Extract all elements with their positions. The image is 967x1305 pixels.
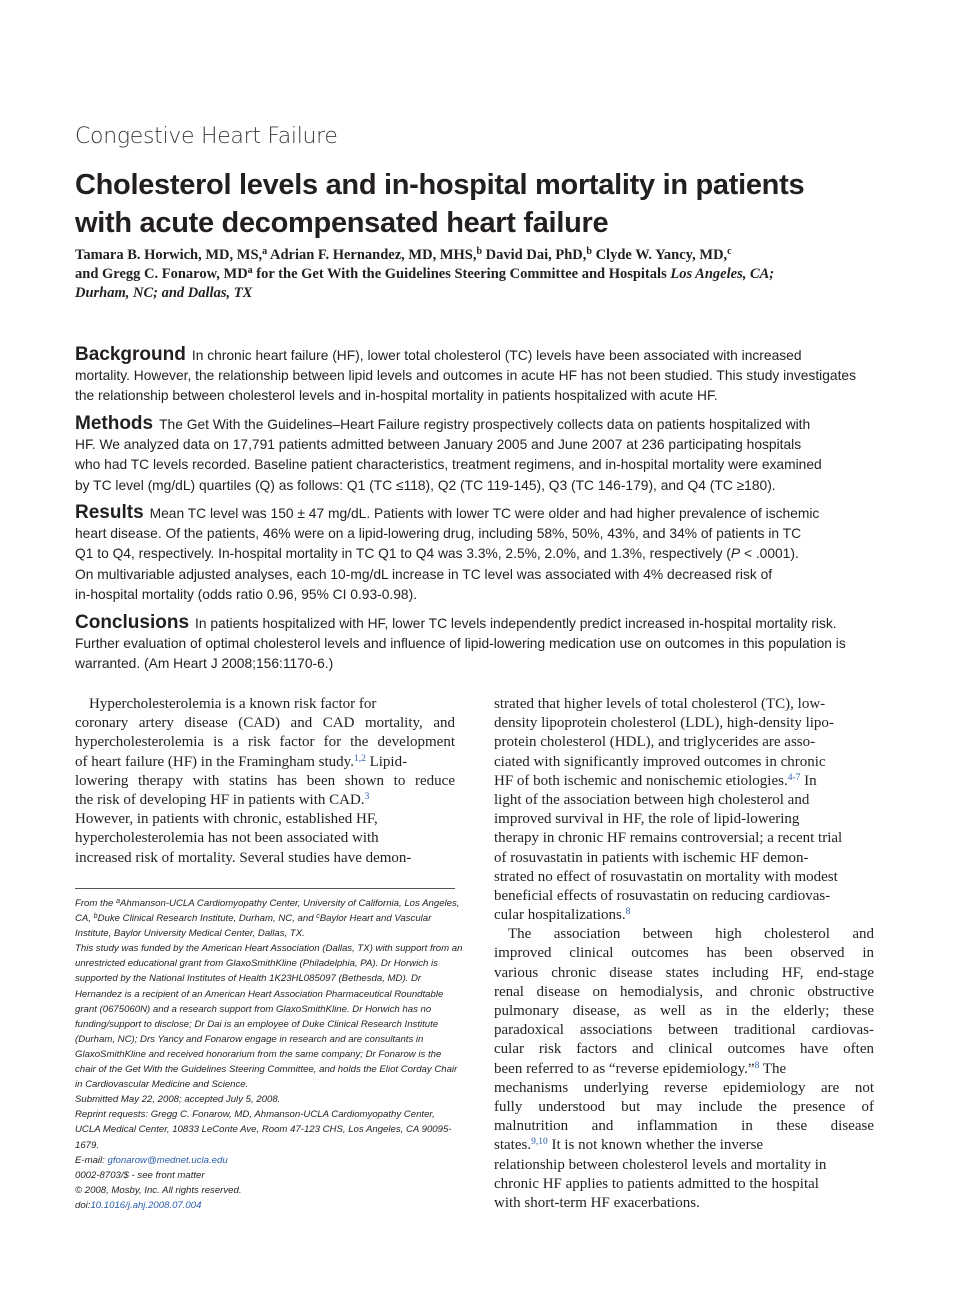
abstract-text: < .0001).	[740, 546, 799, 562]
footnote-line: This study was funded by the American Heart Association (Dallas, TX) with support from an	[75, 943, 463, 955]
affil-mark: a	[116, 898, 120, 905]
body-text: It is not known whether the inverse	[547, 1137, 764, 1154]
title-line-1: Cholesterol levels and in-hospital mortality in patients	[75, 169, 805, 201]
body-line: beneficial effects of rosuvastatin on reducing cardiovas-	[494, 887, 831, 904]
abstract-text: Q1 to Q4, respectively. In-hospital mortality in TC Q1 to Q4 was 3.3%, 2.5%, 2.0%, and 1.3%, respectively (	[75, 546, 731, 562]
abstract-heading-background: Background	[75, 344, 186, 365]
abstract-heading-conclusions: Conclusions	[75, 612, 190, 633]
body-text: been referred to as “reverse epidemiology.”	[494, 1060, 755, 1077]
body-line: protein cholesterol (HDL), and triglycerides are asso-	[494, 734, 816, 751]
abstract-text: the relationship between cholesterol levels and in-hospital mortality in patients hospitalized with acute HF.	[75, 388, 718, 404]
affil-mark: a	[247, 265, 253, 276]
title-line-2: with acute decompensated heart failure	[75, 207, 609, 239]
abstract-text: mortality. However, the relationship between lipid levels and outcomes in acute HF has not been studied. This study investigates	[75, 367, 856, 383]
author-yancy: Clyde W. Yancy, MD,	[595, 247, 728, 263]
body-line: hypercholesterolemia has not been associated with	[75, 830, 379, 847]
email-link[interactable]: gfonarow@mednet.ucla.edu	[107, 1154, 228, 1166]
body-line: relationship between cholesterol levels and mortality in	[494, 1156, 827, 1173]
abstract-text: who had TC levels recorded. Baseline patient characteristics, treatment regimens, and in-hospital mortality were examined	[75, 457, 822, 473]
footnote-line: chair of the Get With the Guidelines Steering Committee, and holds the Eliot Corday Chair	[75, 1064, 458, 1076]
abstract-text: Further evaluation of optimal cholesterol levels and influence of lipid-lowering medication use on outcomes in this population is	[75, 635, 846, 651]
abstract-text: heart disease. Of the patients, 46% were on a lipid-lowering drug, including 58%, 50%, 43%, and 34% of patients in TC	[75, 525, 802, 541]
affil-mark: b	[93, 913, 98, 921]
body-line: mechanisms underlying reverse epidemiology are not	[494, 1079, 874, 1096]
body-line: increased risk of mortality. Several studies have demon-	[75, 849, 412, 866]
abstract-text: The Get With the Guidelines–Heart Failure registry prospectively collects data on patients hospitalized with	[159, 417, 811, 432]
footnote-line: in Cardiovascular Medicine and Science.	[75, 1079, 249, 1091]
footnote-line: Reprint requests: Gregg C. Fonarow, MD, Ahmanson-UCLA Cardiomyopathy Center,	[75, 1109, 435, 1121]
footnote-line: Submitted May 22, 2008; accepted July 5, 2008.	[75, 1094, 281, 1106]
footnote-text: Duke Clinical Research Institute, Durham, NC, and	[97, 913, 317, 925]
article-title	[75, 166, 895, 242]
body-line: various chronic disease states including HF, end-stage	[494, 964, 874, 981]
body-text: In	[800, 772, 817, 789]
body-line: with short-term HF exacerbations.	[494, 1194, 700, 1211]
author-list	[75, 246, 895, 303]
abstract-background	[75, 345, 875, 407]
footnote-line: supported by the National Institutes of Health 1K23HL085097 (Bethesda, MD). Dr	[75, 973, 422, 985]
body-line: fully understood but may include the presence of	[494, 1098, 874, 1115]
author-group: for the Get With the Guidelines Steering Committee and Hospitals	[256, 266, 667, 282]
email-label: E-mail:	[75, 1154, 108, 1166]
abstract-text: In chronic heart failure (HF), lower total cholesterol (TC) levels have been associated with increased	[191, 348, 802, 363]
doi-link[interactable]: 10.1016/j.ahj.2008.07.004	[90, 1199, 202, 1211]
body-line: therapy in chronic HF remains controversial; a recent trial	[494, 830, 843, 847]
author-fonarow: and Gregg C. Fonarow, MD	[75, 266, 248, 282]
body-line: of rosuvastatin in patients with ischemic HF demon-	[494, 849, 809, 866]
body-text: cular hospitalizations.	[494, 907, 626, 924]
author-location-2: Durham, NC; and Dallas, TX	[75, 285, 253, 301]
author-location: Los Angeles, CA;	[670, 266, 775, 282]
affil-mark: c	[727, 246, 732, 257]
footnote-line: funding/support to disclose; Dr Dai is an employee of Duke Clinical Research Institute	[75, 1018, 439, 1030]
footnote-line: 0002-8703/$ - see front matter	[75, 1169, 205, 1181]
author-hernandez: Adrian F. Hernandez, MD, MHS,	[269, 247, 477, 263]
citation-link[interactable]: 8	[625, 907, 631, 918]
section-label: Congestive Heart Failure	[75, 124, 338, 149]
abstract-text: warranted. (Am Heart J 2008;156:1170-6.)	[75, 656, 334, 672]
footnote-line: Hernandez is a recipient of an American Heart Association Pharmaceutical Roundtable	[75, 988, 444, 1000]
abstract-text: On multivariable adjusted analyses, each 10-mg/dL increase in TC level was associated with 4% decreased risk of	[75, 566, 773, 582]
footnotes	[75, 896, 463, 1213]
body-text: Lipid-	[365, 753, 408, 770]
footnote-text: CA,	[75, 913, 94, 925]
citation-link[interactable]: 8	[754, 1060, 760, 1071]
abstract-results	[75, 503, 875, 606]
citation-link[interactable]: 1,2	[353, 753, 366, 764]
body-line: Hypercholesterolemia is a known risk factor for	[89, 696, 377, 712]
body-text: of heart failure (HF) in the Framingham study.	[75, 753, 354, 770]
body-line: chronic HF applies to patients admitted to the hospital	[494, 1175, 819, 1192]
author-horwich: Tamara B. Horwich, MD, MS,	[75, 247, 263, 263]
body-line: However, in patients with chronic, established HF,	[75, 811, 378, 828]
footnote-line: © 2008, Mosby, Inc. All rights reserved.	[75, 1184, 242, 1196]
citation-link[interactable]: 4-7	[787, 772, 801, 783]
body-line: improved clinical outcomes has been observed in	[494, 945, 874, 962]
body-text: states.	[494, 1137, 532, 1154]
abstract-methods	[75, 414, 875, 496]
abstract-text: Mean TC level was 150 ± 47 mg/dL. Patients with lower TC were older and had higher prevalence of ischemic	[149, 506, 820, 521]
abstract-text: in-hospital mortality (odds ratio 0.96, 95% CI 0.93-0.98).	[75, 587, 418, 603]
affil-mark: b	[476, 246, 483, 257]
body-line: malnutrition and inflammation in these disease	[494, 1118, 874, 1135]
body-column-left	[75, 695, 455, 868]
body-line: strated that higher levels of total cholesterol (TC), low-	[494, 696, 826, 712]
footnote-text: From the	[75, 898, 117, 909]
footnote-line: grant (0675060N) and a research support from GlaxoSmithKline. Dr Horwich has no	[75, 1003, 432, 1015]
abstract-text: HF. We analyzed data on 17,791 patients admitted between January 2005 and June 2007 at 236 participating hospitals	[75, 436, 802, 452]
author-line-1	[75, 246, 895, 265]
footnote-line: UCLA Medical Center, 10833 LeConte Ave, Room 47-123 CHS, Los Angeles, CA 90095-	[75, 1124, 452, 1136]
body-line: pulmonary disease, as well as in the elderly; these	[494, 1003, 874, 1019]
body-line: cular risk factors and clinical outcomes have often	[494, 1041, 874, 1058]
body-text: The	[759, 1060, 787, 1077]
body-column-right	[494, 695, 874, 1213]
footnote-divider	[75, 888, 455, 889]
body-line: coronary artery disease (CAD) and CAD mortality, and	[75, 715, 455, 732]
body-line: The association between high cholesterol and	[508, 926, 874, 943]
body-line: paradoxical associations between traditional cardiovas-	[494, 1022, 874, 1039]
body-line: improved survival in HF, the role of lipid-lowering	[494, 811, 800, 828]
doi-label: doi:	[75, 1199, 91, 1211]
body-text: HF of both ischemic and nonischemic etiologies.	[494, 772, 788, 789]
footnote-text: Ahmanson-UCLA Cardiomyopathy Center, University of California, Los Angeles,	[119, 898, 460, 909]
citation-link[interactable]: 9,10	[531, 1137, 548, 1148]
footnote-line: 1679.	[75, 1139, 100, 1151]
body-line: lowering therapy with statins has been shown to reduce	[75, 772, 455, 789]
footnote-text: Baylor Heart and Vascular	[319, 913, 432, 925]
footnote-line: GlaxoSmithKline and received honorarium from the same company; Dr Fonarow is the	[75, 1048, 442, 1060]
affil-mark: b	[586, 246, 592, 257]
abstract-heading-methods: Methods	[75, 413, 154, 434]
abstract-text: In patients hospitalized with HF, lower TC levels independently predict increased in-hospital mortality risk.	[195, 616, 837, 631]
footnote-line: (Durham, NC); Drs Yancy and Fonarow engage in research and are consultants in	[75, 1033, 424, 1045]
abstract-text: by TC level (mg/dL) quartiles (Q) as follows: Q1 (TC ≤118), Q2 (TC 119-145), Q3 (TC 146-179), and Q4 (TC ≥180).	[75, 477, 776, 493]
body-line: strated no effect of rosuvastatin on mortality with modest	[494, 868, 838, 885]
body-line: hypercholesterolemia is a risk factor for the development	[75, 734, 455, 751]
author-dai: David Dai, PhD,	[485, 247, 587, 263]
body-line: light of the association between high cholesterol and	[494, 791, 810, 808]
affil-mark: c	[316, 913, 320, 921]
footnote-line: unrestricted educational grant from GlaxoSmithKline (Philadelphia, PA). Dr Horwich is	[75, 958, 438, 970]
affil-mark: a	[262, 246, 268, 257]
body-line: density lipoprotein cholesterol (LDL), high-density lipo-	[494, 715, 834, 732]
footnote-line: Institute, Baylor University Medical Center, Dallas, TX.	[75, 928, 305, 940]
citation-link[interactable]: 3	[364, 791, 370, 802]
body-line: renal disease on hemodialysis, and chronic obstructive	[494, 983, 874, 1000]
abstract-heading-results: Results	[75, 502, 144, 523]
p-value-symbol: P	[730, 546, 741, 562]
body-text: the risk of developing HF in patients with CAD.	[75, 791, 365, 808]
body-line: ciated with significantly improved outcomes in chronic	[494, 753, 826, 770]
abstract-conclusions	[75, 613, 875, 675]
author-line-2	[75, 265, 895, 284]
